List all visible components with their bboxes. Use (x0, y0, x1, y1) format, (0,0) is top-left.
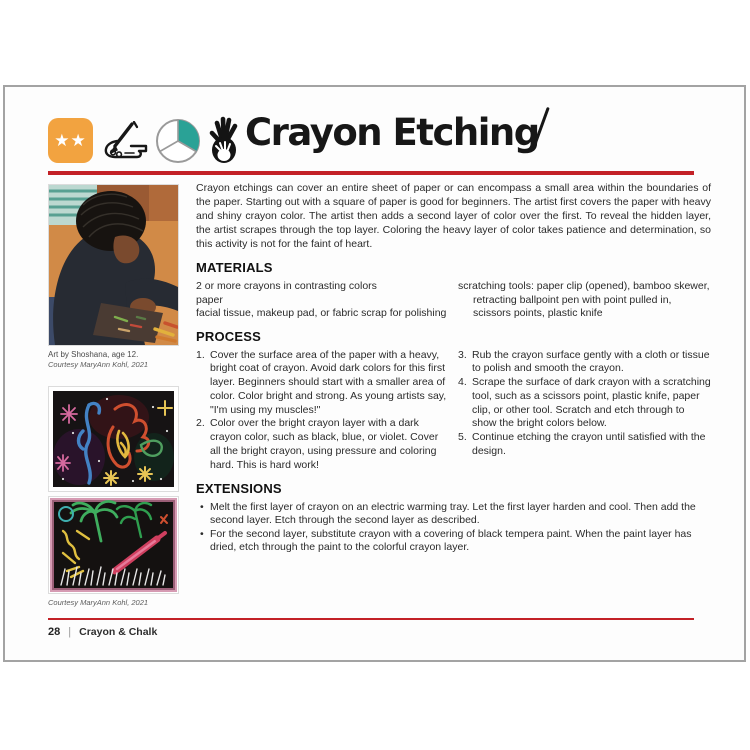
photo-caption-courtesy (48, 598, 179, 608)
materials-list-left (196, 280, 448, 321)
header-rule (48, 171, 694, 175)
helping-hand-icon (207, 116, 241, 164)
step-number: 1. (196, 348, 205, 361)
extension-item (196, 528, 711, 555)
book-page (3, 85, 746, 662)
materials-list-right (458, 280, 711, 321)
page-title: Crayon Etching (245, 111, 539, 154)
main-content (196, 181, 711, 555)
step-text: Continue etching the crayon until satisfied with the design. (472, 431, 706, 458)
process-step (196, 349, 448, 418)
step-text: Scrape the surface of dark crayon with a scratching tool, such as a scissors point, plastic knife, paper clip, or other tool. Scratch and etch through to show the bright colors below. (472, 376, 711, 430)
process-columns (196, 349, 711, 473)
time-pie-icon (155, 118, 201, 164)
process-heading: PROCESS (196, 328, 261, 344)
footer-section-title: Crayon & Chalk (79, 626, 158, 638)
material-item: scratching tools: paper clip (opened), bamboo skewer, retracting ballpoint pen with point pulled in, scissors points, plastic knife (458, 280, 710, 319)
star-icons: ★★ (54, 130, 87, 150)
step-text: Color over the bright crayon layer with a dark crayon color, such as black, blue, or violet. Cover all the bright crayon, using pressure and coloring hard. This is hard work! (210, 417, 439, 471)
process-step (458, 349, 711, 377)
step-number: 2. (196, 417, 205, 430)
footer (48, 626, 157, 638)
step-number: 5. (458, 431, 467, 444)
hand-with-pencil-icon (101, 121, 151, 161)
photo-etching-palms (48, 496, 179, 594)
footer-divider: | (68, 626, 72, 638)
extension-text: For the second layer, substitute crayon with a covering of black tempera paint. When the paint layer has dried, etch through the paint to the colorful crayon layer. (210, 527, 692, 554)
extensions-list (196, 501, 711, 555)
photo-caption-art (48, 350, 179, 369)
material-item: paper (196, 293, 223, 306)
extension-text: Melt the first layer of crayon on an electric warming tray. Let the first layer harden and cool. Then add the second layer. Etch through the second layer as described. (210, 500, 696, 527)
extensions-heading: EXTENSIONS (196, 480, 282, 496)
materials-heading: MATERIALS (196, 260, 273, 275)
page-number: 28 (48, 626, 61, 638)
photo-column (48, 184, 179, 608)
extension-item (196, 501, 711, 528)
material-item: facial tissue, makeup pad, or fabric scrap for polishing (196, 307, 447, 319)
photo-etching-dark (48, 386, 179, 492)
materials-columns (196, 280, 711, 321)
step-number: 4. (458, 376, 467, 389)
bullet-icon: • (200, 500, 204, 513)
process-step (458, 431, 711, 459)
process-steps-left (196, 349, 448, 473)
footer-rule (48, 618, 694, 620)
caption-courtesy-line: Courtesy MaryAnn Kohl, 2021 (48, 598, 149, 607)
process-step (458, 376, 711, 431)
process-step (196, 417, 448, 472)
step-text: Rub the crayon surface gently with a cloth or tissue to polish and smooth the crayon. (472, 348, 710, 375)
step-text: Cover the surface area of the paper with a heavy, bright coat of crayon. Avoid dark colors for this first layer. Beginners should start with a smaller area of color. Color bright and strong. As young artists say, "I'm using my muscles!" (210, 348, 447, 416)
difficulty-badge (48, 118, 93, 163)
step-number: 3. (458, 348, 467, 361)
intro-paragraph: Crayon etchings can cover an entire sheet of paper or can encompass a small area within the boundaries of the paper. Starting out with a square of paper is good for beginners. The artist first covers the paper with heavy and shiny crayon color. The artist then adds a second layer of color over the first. To reveal the hidden layer, the artist scrapes through the top layer. Coloring the heavy layer of color takes patience and determination, so this activity is not for the faint of heart. (196, 182, 711, 250)
photo-child-working (48, 184, 179, 346)
bullet-icon: • (200, 527, 204, 540)
process-steps-right (458, 349, 711, 473)
caption-art-line1: Art by Shoshana, age 12. (48, 350, 139, 359)
caption-art-line2: Courtesy MaryAnn Kohl, 2021 (48, 359, 149, 369)
material-item: 2 or more crayons in contrasting colors (196, 280, 377, 292)
